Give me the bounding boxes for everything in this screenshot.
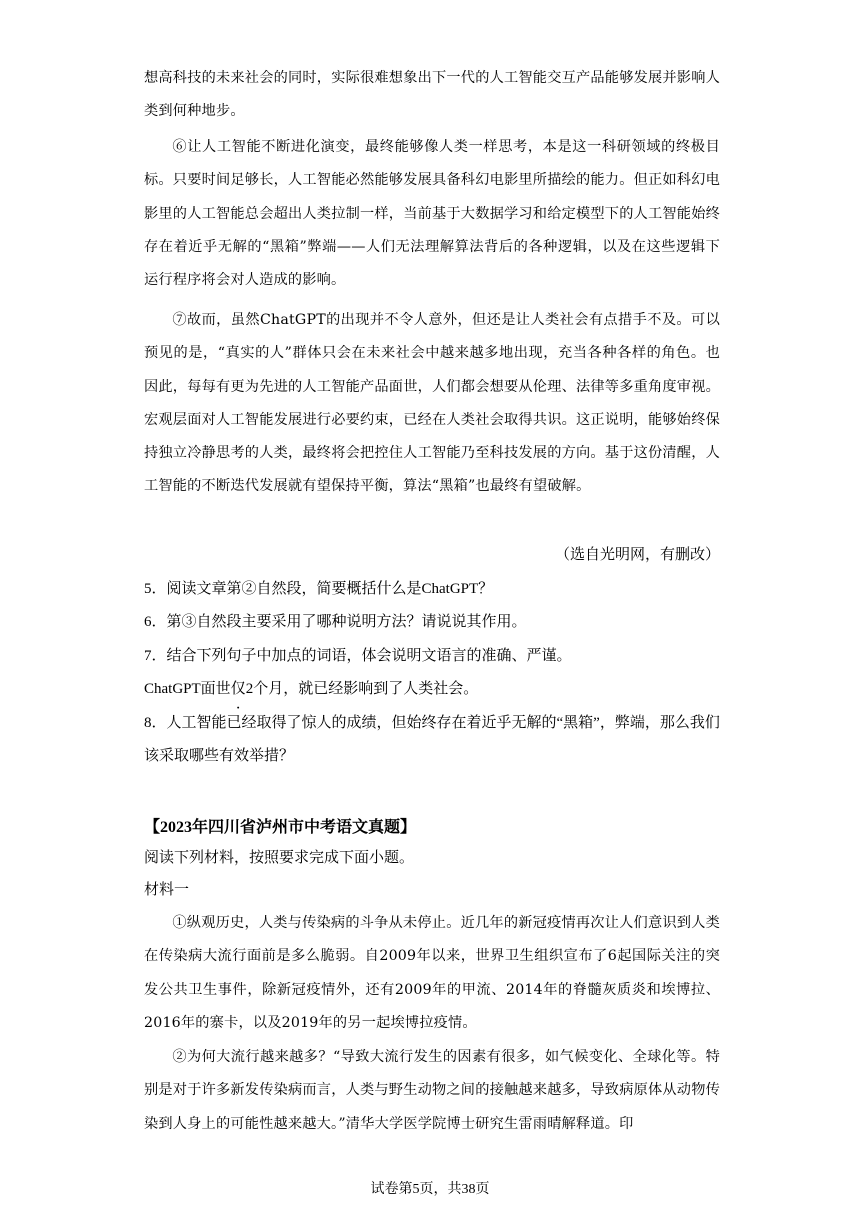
paragraph-7: ⑦故而，虽然ChatGPT的出现并不令人意外，但还是让人类社会有点措手不及。可以预见的是，“真实的人”群体只会在未来社会中越来越多地出现，充当各种各样的角色。也因此，每每有更为先进的人工智能产品面世，人们都会想要从伦理、法律等多重角度审视。宏观层面对人工智能发展进行必要约束，已经在人类社会取得共识。这正说明，能够始终保持独立冷静思考的人类，最终将会把控住人工智能乃至科技发展的方向。基于这份清醒，人工智能的不断迭代发展就有望保持平衡，算法“黑箱”也最终有望破解。	[144, 312, 720, 495]
question-6: 6．第③自然段主要采用了哪种说明方法？请说说其作用。	[144, 614, 527, 630]
material-label: 材料一	[144, 882, 190, 898]
paragraph-6: ⑥让人工智能不断进化演变，最终能够像人类一样思考，本是这一科研领域的终极目标。只要时间足够长，人工智能必然能够发展具备科幻电影里所描绘的能力。但正如科幻电影里的人工智能总会超出人类拉制一样，当前基于大数据学习和给定模型下的人工智能始终存在着近乎无解的“黑箱”弊端——人们无法理解算法背后的各种逻辑，以及在这些逻辑下运行程序将会对人造成的影响。	[144, 139, 720, 289]
paragraph-continued: 想高科技的未来社会的同时，实际很难想象出下一代的人工智能交互产品能够发展并影响人类到何种地步。	[144, 70, 720, 120]
material-paragraph-2: ②为何大流行越来越多？“导致大流行发生的因素有很多，如气候变化、全球化等。特别是对于许多新发传染病而言，人类与野生动物之间的接触越来越多，导致病原体从动物传染到人身上的可能性越来越大。”清华大学医学院博士研究生雷雨晴解释道。印	[144, 1049, 720, 1132]
section-heading: 【2023年四川省泸州市中考语文真题】	[144, 819, 417, 836]
question-5: 5．阅读文章第②自然段，简要概括什么是ChatGPT？	[144, 581, 494, 597]
source-citation: （选自光明网，有删改）	[554, 547, 720, 563]
dotted-word: 仅	[230, 681, 246, 697]
sentence-after: 2个月，就已经影响到了人类社会。	[245, 681, 479, 697]
question-7: 7．结合下列句子中加点的词语，体会说明文语言的准确、严谨。	[144, 648, 572, 664]
question-7-sentence	[144, 673, 724, 706]
sentence-before: ChatGPT面世	[144, 681, 231, 697]
material-paragraph-1: ①纵观历史，人类与传染病的斗争从未停止。近几年的新冠疫情再次让人们意识到人类在传染病大流行面前是多么脆弱。自2009年以来，世界卫生组织宣布了6起国际关注的突发公共卫生事件，除新冠疫情外，还有2009年的甲流、2014年的脊髓灰质炎和埃博拉、2016年的寨卡，以及2019年的另一起埃博拉疫情。	[144, 915, 720, 1031]
instruction: 阅读下列材料，按照要求完成下面小题。	[144, 850, 415, 866]
question-8: 8．人工智能已经取得了惊人的成绩，但始终存在着近乎无解的“黑箱”，弊端，那么我们该采取哪些有效举措？	[144, 715, 720, 764]
page-footer: 试卷第5页，共38页	[370, 1182, 490, 1197]
